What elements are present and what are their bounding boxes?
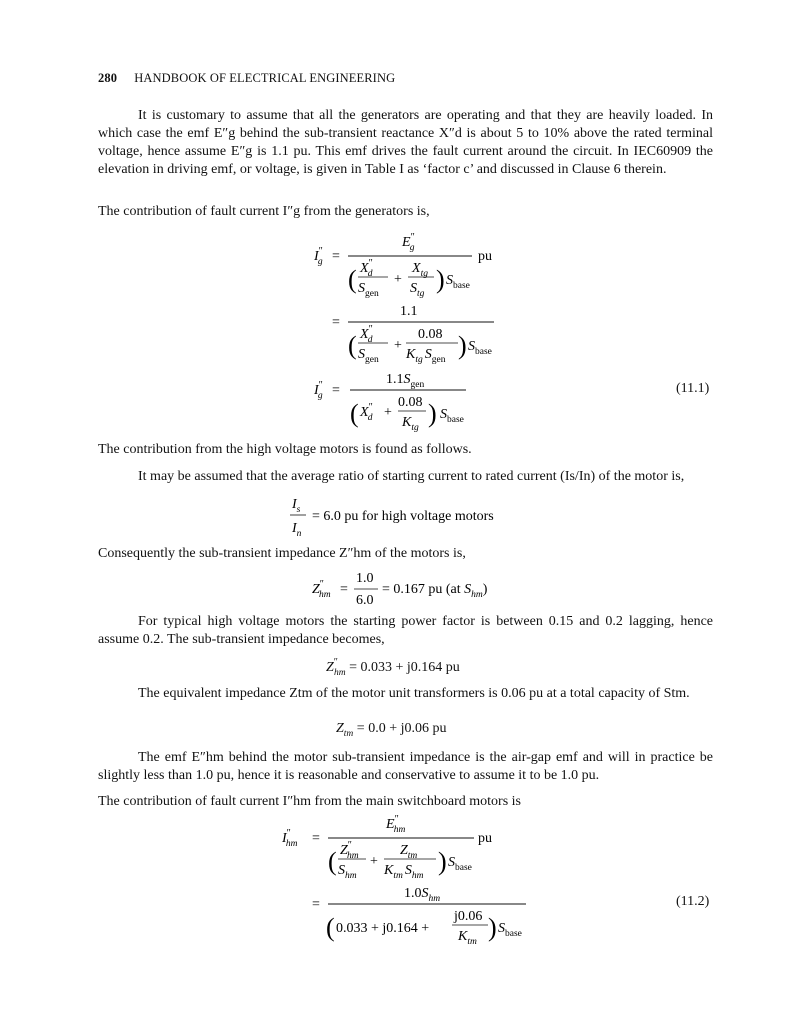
paragraph-text: The equivalent impedance Ztm of the motor unit transformers is 0.06 pu at a total capacity of Stm. <box>138 686 690 701</box>
svg-text:(: ( <box>328 847 337 876</box>
svg-text:=: = <box>340 582 348 597</box>
paragraph-text: The contribution of fault current I″hm from the main switchboard motors is <box>98 794 522 809</box>
svg-text:): ) <box>428 399 437 428</box>
svg-text:Shm: $S_{hm}$ <box>338 863 357 881</box>
svg-text:6.0: 6.0 <box>356 593 374 608</box>
paragraph-text: For typical high voltage motors the starting power factor is between 0.15 and 0.2 lagging, hence assume 0.2. The sub-transient impedance becomes, <box>98 614 713 647</box>
svg-text:Sbase: $S_{base}$ <box>446 273 470 291</box>
svg-text:Sbase: $S_{base}$ <box>498 921 522 939</box>
equation-zhm <box>312 568 572 610</box>
svg-text:In: $I_n$ <box>292 521 302 539</box>
generator-numeric-emf: 1.1 <box>400 304 418 319</box>
svg-text:X″d: X″ d <box>360 324 373 345</box>
unit-pu: pu <box>478 249 492 264</box>
ratio-value: = 6.0 pu for high voltage motors <box>312 509 494 524</box>
generator-final-k-value: 0.08 <box>398 395 423 410</box>
svg-text:Is: $I_s$ <box>292 497 301 515</box>
svg-text:=: = <box>312 897 320 912</box>
svg-text:X″d: X″ d <box>360 402 373 423</box>
svg-text:Sgen: $S_{gen}$ <box>358 347 379 365</box>
svg-text:Ktg: $K_{tg}$ <box>402 415 419 433</box>
svg-text:(: ( <box>348 331 357 360</box>
equation-motor-fault-current <box>282 812 722 952</box>
paragraph-starting-ratio <box>98 468 713 486</box>
ztm-value: = 0.0 + j0.06 pu <box>356 721 447 736</box>
svg-text:=: = <box>332 383 340 398</box>
svg-text:+: + <box>370 854 378 869</box>
equation-number-11-1: (11.1) <box>676 381 710 396</box>
paragraph-airgap-emf <box>98 749 713 785</box>
svg-text:KtmShm: $K_{tm}$ $S_{hm}$ <box>384 863 424 881</box>
zhm-complex-value: = 0.033 + j0.164 pu <box>349 660 460 675</box>
equation-generator-fault-current <box>300 230 720 450</box>
svg-text:Xtg: $X_{tg}$ <box>412 261 428 279</box>
svg-text:Ztm: $Z_{tm}$ <box>400 843 418 861</box>
svg-text:): ) <box>436 265 445 294</box>
paragraph-motor-contribution <box>98 793 713 811</box>
svg-text:Sgen: $S_{gen}$ <box>358 281 379 299</box>
page-number: 280 <box>98 71 118 85</box>
svg-text:+: + <box>394 338 402 353</box>
svg-text:Ktm: $K_{tm}$ <box>458 929 477 947</box>
svg-text:): ) <box>488 913 497 942</box>
equation-starting-current-ratio <box>290 494 590 540</box>
equation-zhm-complex: $Z''_{hm} = 0.033 + j0.164$ pu <box>326 657 460 678</box>
svg-text:1.0: 1.0 <box>356 571 374 586</box>
running-header <box>98 71 395 86</box>
paragraph-hv-motors-intro <box>98 441 713 459</box>
svg-text:=: = <box>332 249 340 264</box>
svg-text:Sbase: $S_{base}$ <box>468 339 492 357</box>
motor-final-numerator: $1.0S_{hm}$ <box>404 886 441 904</box>
paragraph-text: Consequently the sub-transient impedance Z″hm of the motors is, <box>98 546 466 561</box>
svg-text:(: ( <box>348 265 357 294</box>
svg-text:Sbase: $S_{base}$ <box>448 855 472 873</box>
svg-text:(: ( <box>350 399 359 428</box>
generator-k-value: 0.08 <box>418 327 443 342</box>
svg-text:I″g: I″ g <box>314 246 323 267</box>
svg-text:=: = <box>332 315 340 330</box>
svg-text:Z″hm: Z″ hm <box>340 840 359 861</box>
running-title: HANDBOOK OF ELECTRICAL ENGINEERING <box>134 71 396 85</box>
svg-text:KtgSgen: $K_{tg}$ $S_{gen}$ <box>406 347 446 365</box>
paragraph-text: The emf E″hm behind the motor sub-transient impedance is the air-gap emf and will in practice be slightly less than 1.0 pu, hence it is reasonable and conservative to assume it to be 1.0 pu. <box>98 750 713 783</box>
svg-text:(: ( <box>326 913 335 942</box>
generator-final-numerator: $1.1S_{gen}$ <box>386 372 425 390</box>
unit-pu: pu <box>478 831 492 846</box>
equation-number-11-2: (11.2) <box>676 894 710 909</box>
motor-denominator: 0.033 + j0.164 + <box>336 921 430 936</box>
paragraph-power-factor <box>98 613 713 649</box>
svg-text:X″d: X″ d <box>360 258 373 279</box>
paragraph-generators-assumption <box>98 107 713 179</box>
svg-text:E″hm: E″ hm <box>386 814 406 835</box>
svg-text:Sbase: $S_{base}$ <box>440 407 464 425</box>
zhm-value: = 0.167 pu (at $S_{hm}$) <box>382 582 488 600</box>
svg-text:): ) <box>458 331 467 360</box>
paragraph-transformer-impedance <box>98 685 713 703</box>
svg-text:I″hm: I″ hm <box>282 828 298 849</box>
svg-text:+: + <box>384 405 392 420</box>
svg-text:=: = <box>312 831 320 846</box>
svg-text:+: + <box>394 272 402 287</box>
paragraph-text: The contribution of fault current I″g from the generators is, <box>98 204 430 219</box>
paragraph-subtransient-impedance <box>98 545 713 563</box>
paragraph-text: It is customary to assume that all the generators are operating and that they are heavily loaded. In which case the emf E″g behind the sub-transient reactance X″d is about 5 to 10% above the rated terminal voltage, hence assume E″g is 1.1 pu. This emf drives the fault current around the circuit. In IEC60909 the elevation in driving emf, or voltage, is given in Table I as ‘factor c’ and discussed in Clause 6 therein. <box>98 108 713 177</box>
paragraph-text: It may be assumed that the average ratio of starting current to rated current (Is/In) of the motor is, <box>138 469 685 484</box>
svg-text:I″g: I″ g <box>314 380 323 401</box>
svg-text:Stg: $S_{tg}$ <box>410 281 425 299</box>
svg-text:E″g: E″ g <box>402 232 415 253</box>
paragraph-text: The contribution from the high voltage motors is found as follows. <box>98 442 472 457</box>
svg-text:Z″hm: Z″ hm <box>312 579 331 600</box>
equation-ztm: $Z_{tm} = 0.0 + j0.06$ pu <box>336 721 447 739</box>
paragraph-generator-contribution <box>98 203 713 221</box>
motor-j-value: j0.06 <box>454 909 483 924</box>
svg-text:): ) <box>438 847 447 876</box>
